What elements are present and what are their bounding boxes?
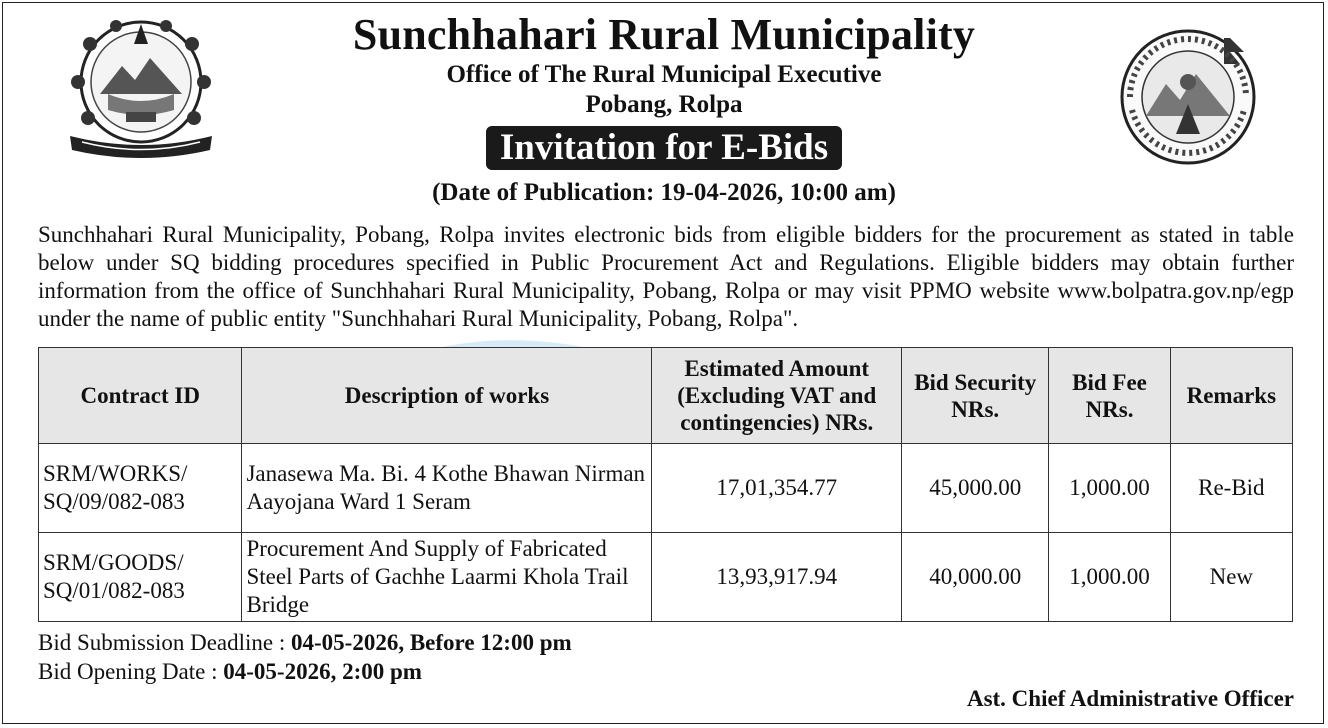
submission-deadline	[38, 628, 572, 657]
cell-bid-security: 45,000.00	[902, 444, 1049, 533]
notice-header	[0, 10, 1328, 210]
cell-bid-security: 40,000.00	[902, 533, 1049, 622]
cell-description: Janasewa Ma. Bi. 4 Kothe Bhawan Nirman Aayojana Ward 1 Seram	[242, 444, 652, 533]
municipality-title: Sunchhahari Rural Municipality	[352, 10, 976, 59]
table-header-row	[39, 348, 1293, 444]
location-subtitle: Pobang, Rolpa	[585, 91, 743, 118]
cell-remarks: Re-Bid	[1170, 444, 1292, 533]
header-bid-security: Bid Security NRs.	[902, 348, 1049, 444]
cell-remarks: New	[1170, 533, 1292, 622]
cell-contract-id: SRM/WORKS/ SQ/09/082-083	[39, 444, 242, 533]
bid-dates	[38, 628, 572, 686]
header-remarks: Remarks	[1170, 348, 1292, 444]
header-estimated-amount: Estimated Amount (Excluding VAT and contingencies) NRs.	[652, 348, 902, 444]
header-description: Description of works	[242, 348, 652, 444]
header-bid-fee: Bid Fee NRs.	[1049, 348, 1170, 444]
office-subtitle: Office of The Rural Municipal Executive	[446, 61, 882, 88]
intro-paragraph: Sunchhahari Rural Municipality, Pobang, Rolpa invites electronic bids from eligible bidders for the procurement as stated in table below under SQ bidding procedures specified in Public Procurement Act and Regulations. Eligible bidders may obtain further information from the office of Sunchhahari Rural Municipality, Pobang, Rolpa or may visit PPMO website www.bolpatra.gov.np/egp under the name of public entity "Sunchhahari Rural Municipality, Pobang, Rolpa".	[38, 222, 1294, 331]
signatory: Ast. Chief Administrative Officer	[966, 686, 1294, 711]
opening-label: Bid Opening Date :	[38, 659, 224, 684]
cell-bid-fee: 1,000.00	[1049, 533, 1170, 622]
bids-table	[38, 347, 1293, 622]
deadline-label: Bid Submission Deadline :	[38, 630, 291, 655]
invitation-banner: Invitation for E-Bids	[486, 126, 842, 170]
deadline-value: 04-05-2026, Before 12:00 pm	[291, 630, 572, 655]
publication-date: (Date of Publication: 19-04-2026, 10:00 am)	[432, 179, 896, 206]
cell-bid-fee: 1,000.00	[1049, 444, 1170, 533]
cell-contract-id: SRM/GOODS/ SQ/01/082-083	[39, 533, 242, 622]
table-row	[39, 444, 1293, 533]
header-contract-id: Contract ID	[39, 348, 242, 444]
cell-estimated-amount: 13,93,917.94	[652, 533, 902, 622]
cell-estimated-amount: 17,01,354.77	[652, 444, 902, 533]
opening-value: 04-05-2026, 2:00 pm	[223, 659, 422, 684]
opening-date	[38, 657, 572, 686]
cell-description: Procurement And Supply of Fabricated Steel Parts of Gachhe Laarmi Khola Trail Bridge	[242, 533, 652, 622]
table-row	[39, 533, 1293, 622]
